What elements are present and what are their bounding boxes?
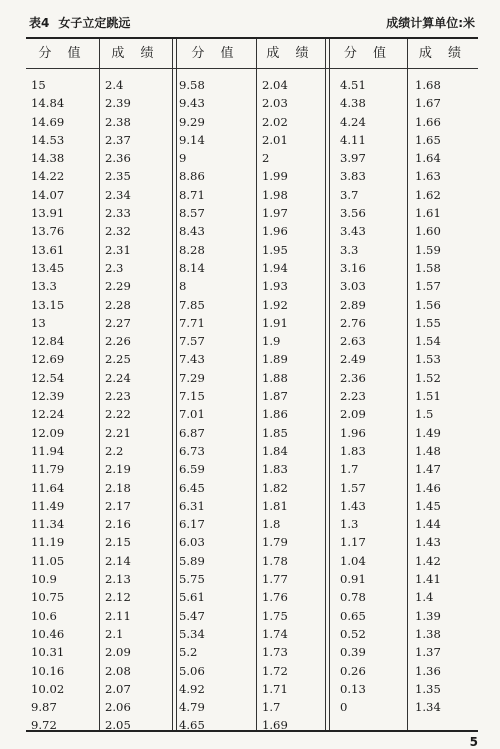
score-cell: 3.16: [340, 260, 366, 275]
score-cell: 3.56: [340, 206, 366, 221]
score-cell: 2.76: [340, 315, 366, 330]
result-column: [262, 76, 288, 735]
result-cell: 1.46: [415, 480, 441, 495]
score-cell: 10.16: [31, 663, 65, 678]
score-cell: 3.7: [340, 187, 359, 202]
score-cell: 8.43: [179, 224, 205, 239]
result-cell: 1.71: [262, 681, 288, 696]
header-result: 成 绩: [266, 46, 315, 61]
result-cell: 2.14: [105, 553, 131, 568]
score-cell: 9.14: [179, 132, 205, 147]
result-cell: 1.81: [262, 498, 288, 513]
result-cell: 1.69: [262, 718, 288, 733]
score-cell: 2.89: [340, 297, 366, 312]
score-cell: 8.71: [179, 187, 205, 202]
result-cell: 2.05: [105, 718, 131, 733]
result-cell: 1.97: [262, 206, 288, 221]
result-cell: 2.01: [262, 132, 288, 147]
result-cell: 1.43: [415, 535, 441, 550]
result-cell: 1.82: [262, 480, 288, 495]
result-cell: 1.51: [415, 389, 441, 404]
result-cell: 1.54: [415, 334, 441, 349]
result-cell: 1.83: [262, 462, 288, 477]
result-cell: 1.95: [262, 242, 288, 257]
result-cell: 1.63: [415, 169, 441, 184]
score-cell: 13.91: [31, 206, 65, 221]
score-cell: 14.84: [31, 96, 65, 111]
result-cell: 2.24: [105, 370, 131, 385]
unit-note: 成绩计算单位:米: [386, 16, 475, 30]
score-cell: 0.78: [340, 590, 366, 605]
page-number: 5: [469, 735, 478, 749]
result-cell: 1.96: [262, 224, 288, 239]
score-cell: 5.34: [179, 626, 205, 641]
result-cell: 1.72: [262, 663, 288, 678]
result-cell: 1.67: [415, 96, 441, 111]
result-cell: 2.34: [105, 187, 131, 202]
result-cell: 1.89: [262, 352, 288, 367]
result-cell: 2.32: [105, 224, 131, 239]
score-cell: 3.3: [340, 242, 359, 257]
result-cell: 1.68: [415, 78, 441, 92]
result-cell: 2.4: [105, 78, 124, 92]
score-cell: 11.05: [31, 553, 65, 568]
score-cell: 2.36: [340, 370, 366, 385]
score-cell: 9: [179, 151, 187, 166]
score-cell: 5.75: [179, 572, 205, 587]
result-cell: 1.53: [415, 352, 441, 367]
score-cell: 4.24: [340, 114, 366, 129]
score-cell: 4.92: [179, 681, 205, 696]
header-score: 分 值: [38, 46, 87, 61]
score-cell: 12.09: [31, 425, 65, 440]
result-cell: 1.55: [415, 315, 441, 330]
score-cell: 1.83: [340, 443, 366, 458]
score-cell: 13.61: [31, 242, 65, 257]
result-cell: 1.37: [415, 645, 441, 660]
score-cell: 4.38: [340, 96, 366, 111]
result-cell: 2.07: [105, 681, 131, 696]
score-cell: 14.38: [31, 151, 65, 166]
result-cell: 1.49: [415, 425, 441, 440]
result-cell: 2.19: [105, 462, 131, 477]
result-cell: 2.23: [105, 389, 131, 404]
result-cell: 1.77: [262, 572, 288, 587]
result-cell: 1.91: [262, 315, 288, 330]
score-cell: 4.79: [179, 700, 205, 715]
score-cell: 1.7: [340, 462, 359, 477]
result-cell: 2.38: [105, 114, 131, 129]
score-cell: 1.04: [340, 553, 366, 568]
result-cell: 1.59: [415, 242, 441, 257]
score-cell: 0.13: [340, 681, 366, 696]
result-cell: 2.02: [262, 114, 288, 129]
result-cell: 1.58: [415, 260, 441, 275]
score-cell: 8: [179, 279, 187, 294]
result-cell: 2.18: [105, 480, 131, 495]
result-cell: 1.78: [262, 553, 288, 568]
result-cell: 1.61: [415, 206, 441, 221]
score-cell: 5.06: [179, 663, 205, 678]
result-cell: 1.87: [262, 389, 288, 404]
result-cell: 2.21: [105, 425, 131, 440]
result-cell: 1.60: [415, 224, 441, 239]
result-cell: 2.3: [105, 260, 124, 275]
result-cell: 1.88: [262, 370, 288, 385]
result-cell: 2.37: [105, 132, 131, 147]
result-cell: 1.66: [415, 114, 441, 129]
result-cell: 1.64: [415, 151, 441, 166]
result-cell: 1.45: [415, 498, 441, 513]
score-cell: 13: [31, 315, 46, 330]
result-cell: 2.26: [105, 334, 131, 349]
score-column: [340, 76, 366, 716]
score-cell: 10.02: [31, 681, 65, 696]
result-cell: 2.2: [105, 443, 124, 458]
result-cell: 2.28: [105, 297, 131, 312]
result-cell: 2.11: [105, 608, 131, 623]
table-title-text: 女子立定跳远: [58, 16, 131, 30]
score-cell: 10.6: [31, 608, 57, 623]
result-cell: 1.4: [415, 590, 434, 605]
score-cell: 5.47: [179, 608, 205, 623]
result-cell: 1.47: [415, 462, 441, 477]
result-cell: 2.15: [105, 535, 131, 550]
score-cell: 9.58: [179, 78, 205, 92]
result-cell: 1.39: [415, 608, 441, 623]
result-cell: 2.03: [262, 96, 288, 111]
score-cell: 5.2: [179, 645, 198, 660]
score-cell: 10.46: [31, 626, 65, 641]
result-cell: 1.41: [415, 572, 441, 587]
result-cell: 1.75: [262, 608, 288, 623]
result-cell: 2.16: [105, 517, 131, 532]
result-cell: 1.65: [415, 132, 441, 147]
table-bottom-rule: [26, 730, 478, 732]
result-cell: 1.36: [415, 663, 441, 678]
result-cell: 2.31: [105, 242, 131, 257]
score-cell: 11.34: [31, 517, 65, 532]
result-cell: 1.38: [415, 626, 441, 641]
score-cell: 14.22: [31, 169, 65, 184]
score-cell: 7.15: [179, 389, 205, 404]
score-cell: 9.72: [31, 718, 57, 733]
score-cell: 7.43: [179, 352, 205, 367]
header-score: 分 值: [343, 46, 393, 61]
result-cell: 1.74: [262, 626, 288, 641]
result-cell: 1.85: [262, 425, 288, 440]
score-cell: 1.3: [340, 517, 359, 532]
result-cell: 1.86: [262, 407, 288, 422]
score-cell: 0.91: [340, 572, 366, 587]
score-cell: 14.53: [31, 132, 65, 147]
result-cell: 1.93: [262, 279, 288, 294]
score-cell: 4.51: [340, 78, 366, 92]
score-cell: 12.69: [31, 352, 65, 367]
result-cell: 1.52: [415, 370, 441, 385]
result-cell: 1.9: [262, 334, 281, 349]
result-cell: 1.34: [415, 700, 441, 715]
score-cell: 1.17: [340, 535, 366, 550]
score-cell: 10.75: [31, 590, 65, 605]
result-cell: 2.35: [105, 169, 131, 184]
result-cell: 1.56: [415, 297, 441, 312]
score-cell: 14.07: [31, 187, 65, 202]
result-cell: 2.27: [105, 315, 131, 330]
result-cell: 2.29: [105, 279, 131, 294]
result-cell: 1.48: [415, 443, 441, 458]
result-cell: 2.12: [105, 590, 131, 605]
result-cell: 1.98: [262, 187, 288, 202]
score-cell: 7.29: [179, 370, 205, 385]
result-cell: 2.13: [105, 572, 131, 587]
result-cell: 2.22: [105, 407, 131, 422]
score-cell: 13.3: [31, 279, 57, 294]
score-cell: 6.45: [179, 480, 205, 495]
score-column: [179, 76, 205, 735]
score-cell: 0.26: [340, 663, 366, 678]
score-cell: 11.94: [31, 443, 65, 458]
score-cell: 0.65: [340, 608, 366, 623]
score-cell: 7.71: [179, 315, 205, 330]
result-cell: 2.25: [105, 352, 131, 367]
score-cell: 14.69: [31, 114, 65, 129]
score-cell: 2.09: [340, 407, 366, 422]
score-cell: 13.45: [31, 260, 65, 275]
result-cell: 2.06: [105, 700, 131, 715]
score-cell: 3.03: [340, 279, 366, 294]
result-cell: 1.99: [262, 169, 288, 184]
score-cell: 4.65: [179, 718, 205, 733]
score-column: [31, 76, 64, 735]
result-cell: 2.17: [105, 498, 131, 513]
result-cell: 1.73: [262, 645, 288, 660]
score-cell: 4.11: [340, 132, 366, 147]
score-cell: 5.61: [179, 590, 205, 605]
score-cell: 6.59: [179, 462, 205, 477]
score-cell: 0.39: [340, 645, 366, 660]
result-cell: 1.84: [262, 443, 288, 458]
score-cell: 0.52: [340, 626, 366, 641]
result-cell: 1.5: [415, 407, 434, 422]
score-cell: 11.19: [31, 535, 65, 550]
result-cell: 2.1: [105, 626, 124, 641]
header-score: 分 值: [191, 46, 240, 61]
table-title: [29, 14, 130, 31]
score-cell: 3.43: [340, 224, 366, 239]
score-cell: 7.01: [179, 407, 205, 422]
result-cell: 1.94: [262, 260, 288, 275]
result-cell: 1.57: [415, 279, 441, 294]
score-cell: 2.23: [340, 389, 366, 404]
result-column: [415, 76, 441, 716]
score-cell: 9.29: [179, 114, 205, 129]
score-cell: 1.43: [340, 498, 366, 513]
score-cell: 8.14: [179, 260, 205, 275]
score-cell: 8.28: [179, 242, 205, 257]
result-cell: 2: [262, 151, 270, 166]
score-cell: 0: [340, 700, 348, 715]
result-cell: 1.76: [262, 590, 288, 605]
score-cell: 5.89: [179, 553, 205, 568]
score-cell: 8.57: [179, 206, 205, 221]
score-cell: 1.96: [340, 425, 366, 440]
score-cell: 9.87: [31, 700, 57, 715]
score-cell: 2.49: [340, 352, 366, 367]
result-cell: 1.62: [415, 187, 441, 202]
score-cell: 6.03: [179, 535, 205, 550]
score-cell: 7.85: [179, 297, 205, 312]
score-cell: 11.49: [31, 498, 65, 513]
header-result: 成 绩: [418, 46, 468, 61]
score-cell: 12.24: [31, 407, 65, 422]
score-cell: 10.9: [31, 572, 57, 587]
score-cell: 8.86: [179, 169, 205, 184]
result-column: [105, 76, 131, 735]
score-cell: 2.63: [340, 334, 366, 349]
result-cell: 1.92: [262, 297, 288, 312]
table-group-3: [328, 39, 478, 730]
score-cell: 1.57: [340, 480, 366, 495]
score-cell: 13.76: [31, 224, 65, 239]
score-cell: 13.15: [31, 297, 65, 312]
score-cell: 12.39: [31, 389, 65, 404]
score-cell: 11.79: [31, 462, 65, 477]
score-cell: 12.84: [31, 334, 65, 349]
header-result: 成 绩: [111, 46, 160, 61]
result-cell: 1.7: [262, 700, 281, 715]
score-cell: 9.43: [179, 96, 205, 111]
result-cell: 1.8: [262, 517, 281, 532]
result-cell: 1.35: [415, 681, 441, 696]
result-cell: 2.39: [105, 96, 131, 111]
table-caption: [29, 12, 475, 32]
result-cell: 2.09: [105, 645, 131, 660]
result-cell: 2.33: [105, 206, 131, 221]
score-cell: 15: [31, 78, 46, 92]
result-cell: 1.79: [262, 535, 288, 550]
score-cell: 6.87: [179, 425, 205, 440]
score-cell: 3.97: [340, 151, 366, 166]
table-group-2: [175, 39, 325, 733]
score-cell: 6.31: [179, 498, 205, 513]
table-group-1: [26, 39, 172, 733]
result-cell: 2.04: [262, 78, 288, 92]
score-cell: 6.73: [179, 443, 205, 458]
score-cell: 10.31: [31, 645, 65, 660]
score-cell: 12.54: [31, 370, 65, 385]
score-cell: 3.83: [340, 169, 366, 184]
result-cell: 1.42: [415, 553, 441, 568]
table-number: 表4: [29, 16, 50, 30]
result-cell: 2.08: [105, 663, 131, 678]
score-cell: 6.17: [179, 517, 205, 532]
result-cell: 2.36: [105, 151, 131, 166]
score-cell: 7.57: [179, 334, 205, 349]
score-cell: 11.64: [31, 480, 65, 495]
scoring-table: [26, 39, 478, 733]
result-cell: 1.44: [415, 517, 441, 532]
